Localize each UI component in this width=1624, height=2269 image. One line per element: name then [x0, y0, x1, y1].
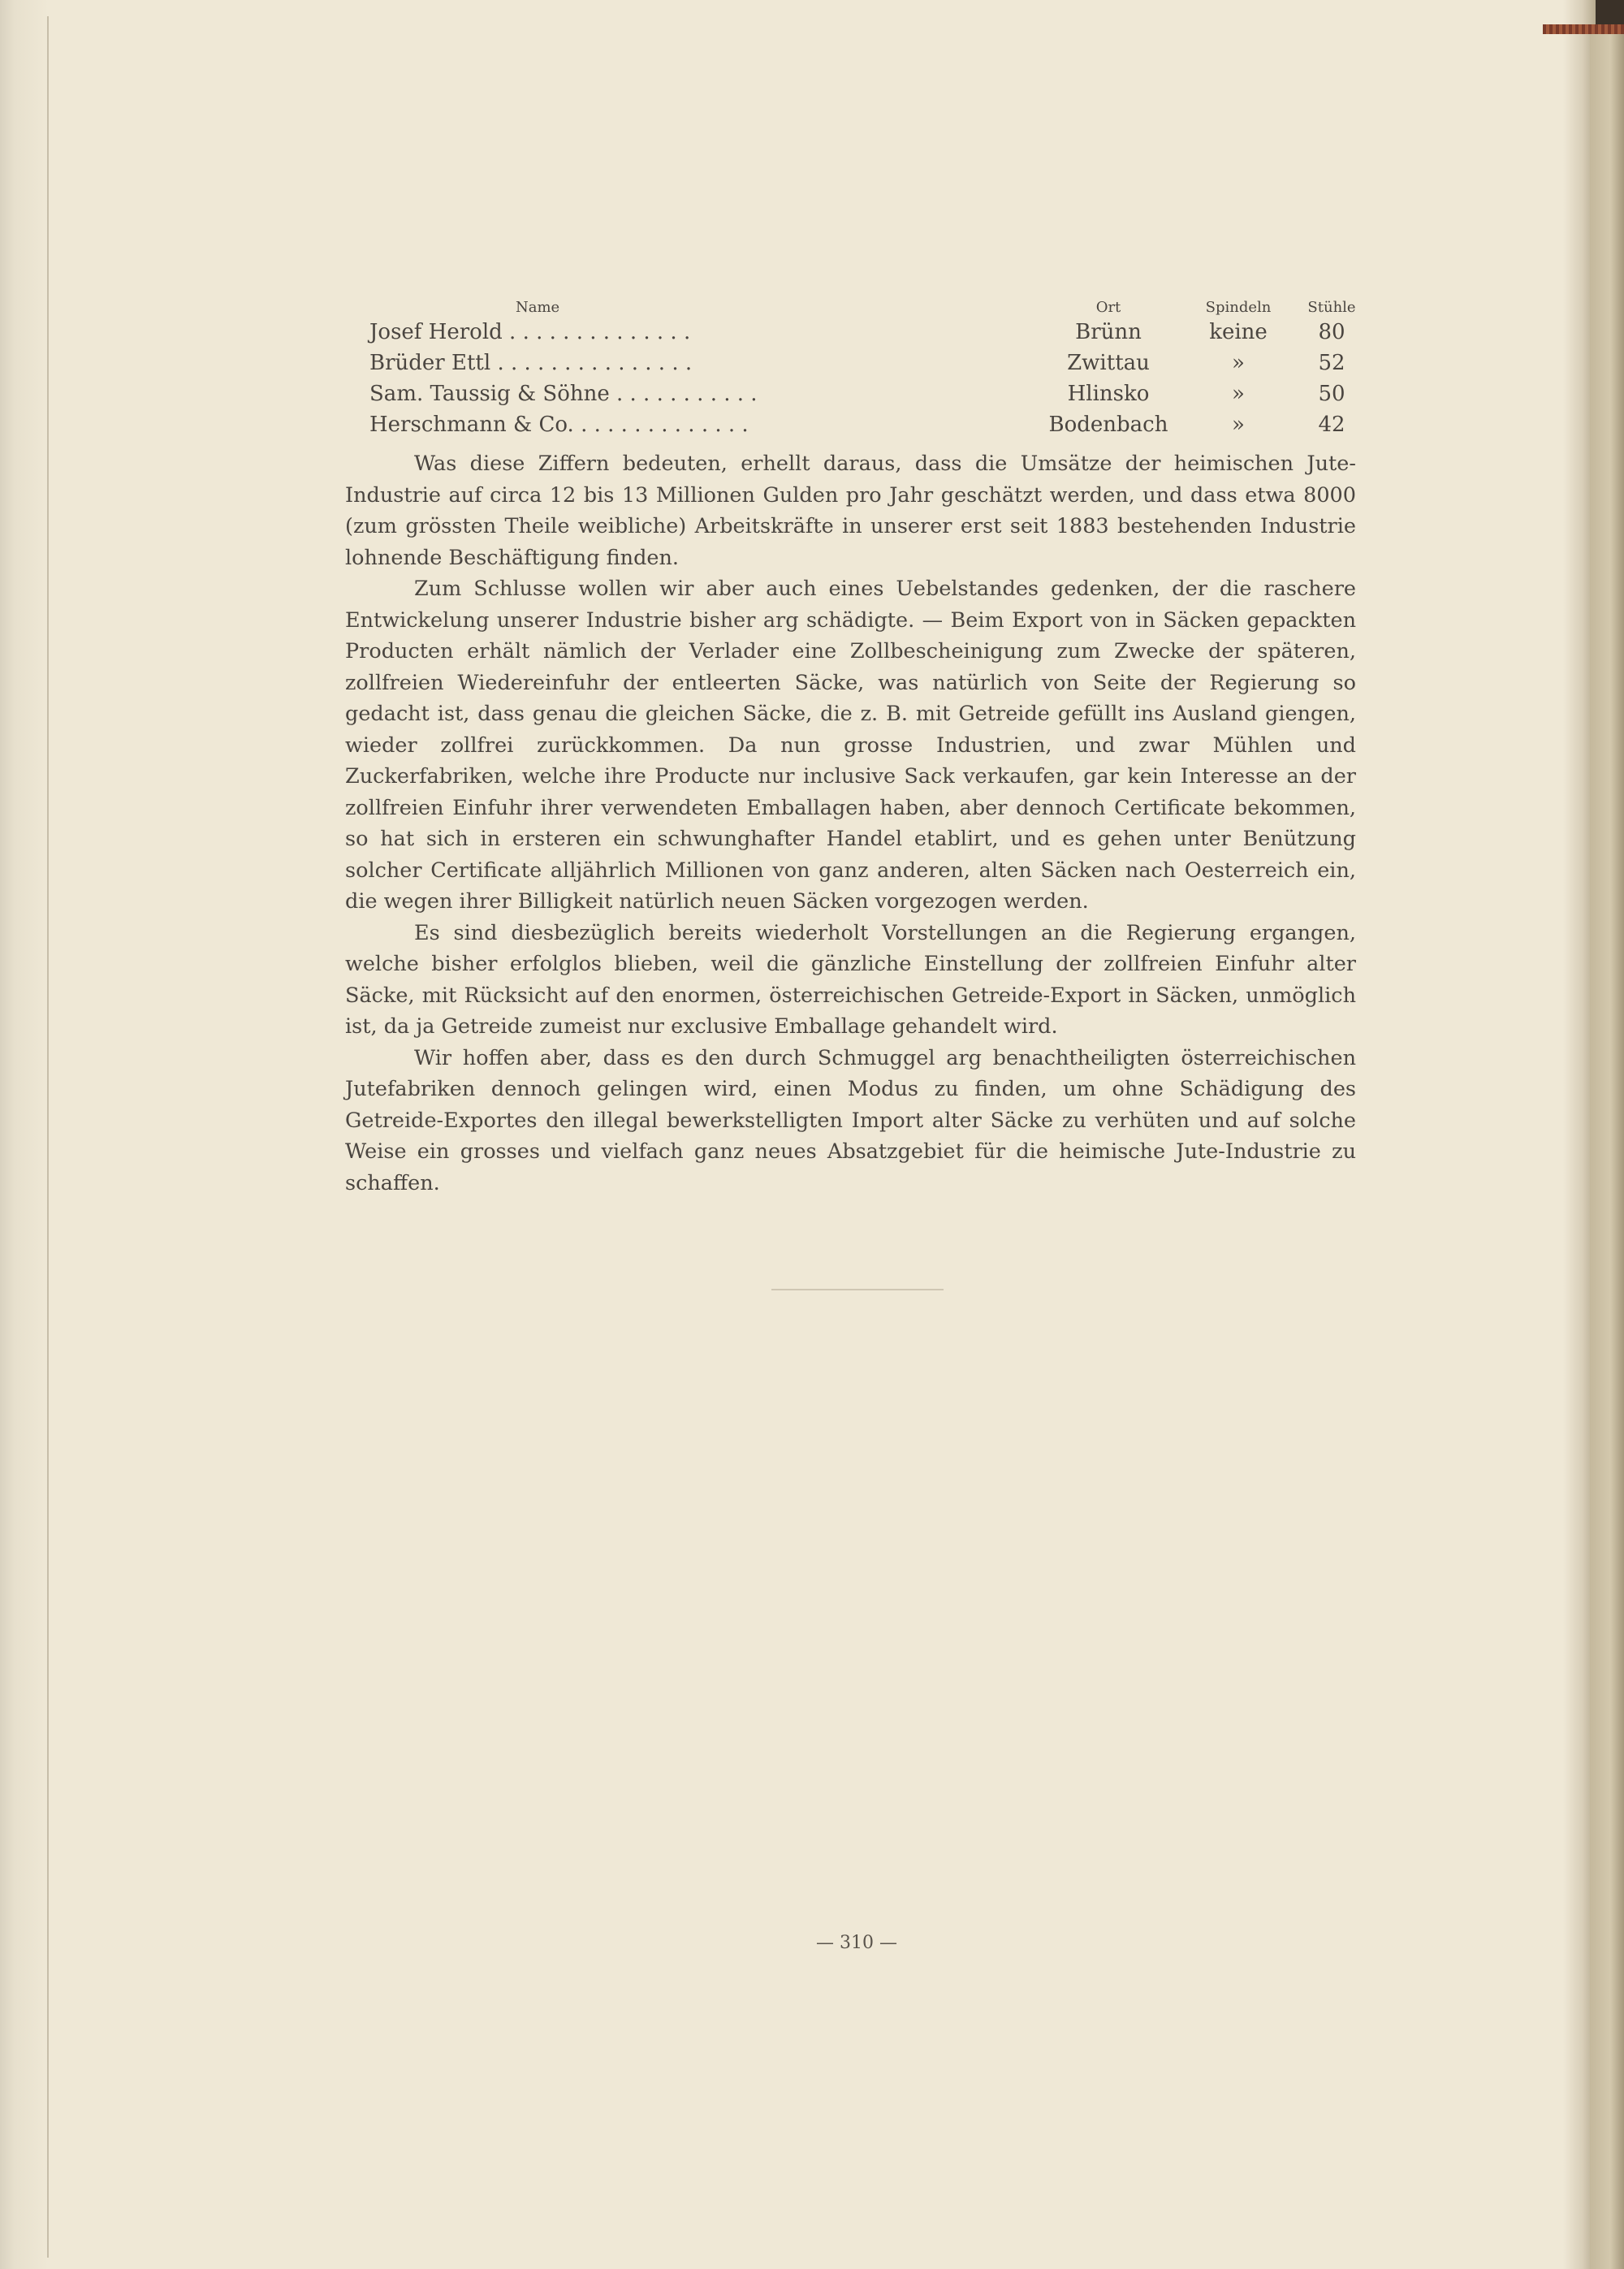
paragraph: Es sind diesbezüglich bereits wiederholt Vorstellungen an die Regierung ergangen, welche bisher erfolglos blieben, weil die gänzliche Einstellung der zollfreien Einfuhr alter Säcke, mit Rücksicht auf den enormen, österreichischen Getreide-Export in Säcken, unmöglich ist, da ja Getreide zumeist nur exclusive Emballage gehandelt wird. [345, 920, 1356, 1039]
table-row [369, 318, 1360, 349]
table-row [369, 380, 1360, 411]
binding-ribbon [1543, 24, 1624, 34]
header-stuehle: Stühle [1307, 299, 1356, 316]
table-row [369, 411, 1360, 442]
cell-stuehle: 52 [1318, 351, 1345, 375]
cell-stuehle: 42 [1318, 413, 1345, 437]
company-table [369, 294, 1360, 442]
book-edge [1590, 32, 1624, 2269]
cell-ort: Brünn [1075, 320, 1142, 344]
header-name: Name [516, 299, 560, 316]
table-row [369, 349, 1360, 380]
cell-spindeln: » [1232, 413, 1245, 437]
paragraph: Wir hoffen aber, dass es den durch Schmuggel arg benachtheiligten österreichischen Jutefabriken dennoch gelingen wird, einen Modus zu finden, um ohne Schädigung des Getreide-Exportes den illegal bewerkstelligten Import alter Säcke zu verhüten und auf solche Weise ein grosses und vielfach ganz neues Absatzgebiet für die heimische Jute-Industrie zu schaffen. [345, 1045, 1356, 1195]
cell-spindeln: keine [1209, 320, 1268, 344]
header-ort: Ort [1095, 299, 1121, 316]
cell-spindeln: » [1232, 382, 1245, 406]
cell-name: Brüder Ettl . . . . . . . . . . . . . . . [369, 351, 693, 375]
cell-name: Josef Herold . . . . . . . . . . . . . . [369, 320, 691, 344]
table-header [369, 294, 1360, 318]
cell-name: Herschmann & Co. . . . . . . . . . . . . . [369, 413, 749, 437]
paragraph: Zum Schlusse wollen wir aber auch eines Uebelstandes gedenken, der die raschere Entwickelung unserer Industrie bisher arg schädigte. — Beim Export von in Säcken gepackten Producten erhält nämlich der Verlader eine Zollbescheinigung zum Zwecke der späteren, zollfreien Wiedereinfuhr der entleerten Säcke, was natürlich von Seite der Regierung so gedacht ist, dass genau die gleichen Säcke, die z. B. mit Getreide gefüllt ins Ausland giengen, wieder zollfrei zurückkommen. Da nun grosse Industrien, und zwar Mühlen und Zuckerfabriken, welche ihre Producte nur inclusive Sack verkaufen, gar kein Interesse an der zollfreien Einfuhr ihrer verwendeten Emballagen haben, aber dennoch Certificate bekommen, so hat sich in ersteren ein schwunghafter Handel etablirt, und es gehen unter Benützung solcher Certificate alljährlich Millionen von ganz anderen, alten Säcken nach Oesterreich ein, die wegen ihrer Billigkeit natürlich neuen Säcken vorgezogen werden. [345, 577, 1356, 914]
cell-name: Sam. Taussig & Söhne . . . . . . . . . . . [369, 382, 758, 406]
cell-stuehle: 80 [1318, 320, 1345, 344]
cell-ort: Bodenbach [1048, 413, 1168, 437]
cell-spindeln: » [1232, 351, 1245, 375]
paragraph: Was diese Ziffern bedeuten, erhellt daraus, dass die Umsätze der heimischen Jute-Industrie auf circa 12 bis 13 Millionen Gulden pro Jahr geschätzt werden, und dass etwa 8000 (zum grössten Theile weibliche) Arbeitskräfte in unserer erst seit 1883 bestehenden Industrie lohnende Beschäftigung finden. [345, 452, 1356, 570]
cell-ort: Hlinsko [1067, 382, 1150, 406]
header-spindeln: Spindeln [1205, 299, 1272, 316]
gutter-line [47, 16, 49, 2258]
cell-ort: Zwittau [1067, 351, 1150, 375]
cell-stuehle: 50 [1318, 382, 1345, 406]
section-rule [771, 1289, 944, 1290]
body-text [345, 448, 1356, 1199]
page-gutter [0, 0, 49, 2269]
page-number: — 310 — [816, 1933, 897, 1953]
